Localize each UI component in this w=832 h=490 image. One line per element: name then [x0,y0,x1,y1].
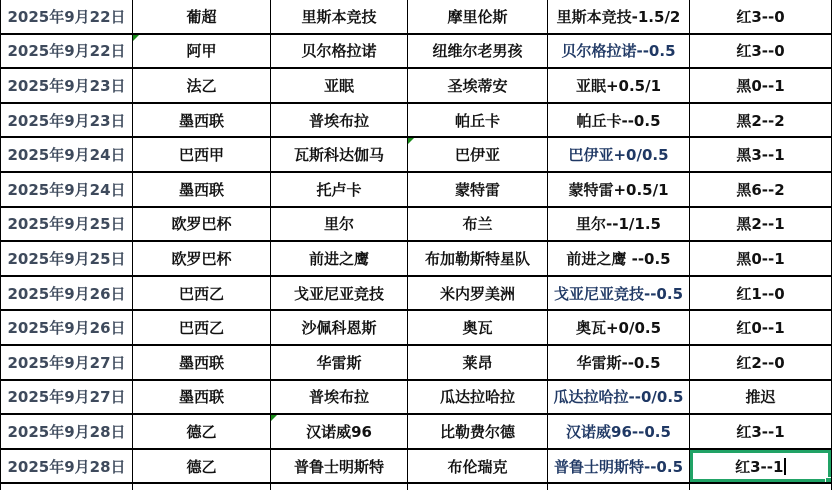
date-cell[interactable]: 2025年9月25日 [1,242,133,277]
away-team-cell[interactable]: 圣埃蒂安 [408,69,548,104]
home-team-cell[interactable]: 贝尔格拉诺 [271,35,408,70]
table-row [1,346,832,381]
table-row [1,311,832,346]
date-cell[interactable]: 2025年9月25日 [1,208,133,243]
home-team-cell[interactable]: 里斯本竞技 [271,0,408,35]
empty-cell [408,484,548,490]
cell-error-indicator-icon [408,138,414,144]
home-team-cell[interactable]: 瓦斯科达伽马 [271,138,408,173]
league-cell[interactable]: 法乙 [133,69,271,104]
handicap-cell[interactable]: 普鲁士明斯特--0.5 [548,450,690,485]
handicap-cell[interactable]: 前进之鹰 --0.5 [548,242,690,277]
empty-cell [133,484,271,490]
away-team-label: 巴伊亚 [454,146,500,165]
date-cell[interactable]: 2025年9月26日 [1,311,133,346]
result-cell[interactable]: 黑0--1 [690,69,832,104]
date-cell[interactable]: 2025年9月23日 [1,104,133,139]
away-team-cell[interactable]: 比勒费尔德 [408,415,548,450]
handicap-cell[interactable]: 里尔--1/1.5 [548,208,690,243]
handicap-cell[interactable]: 奥瓦+0/0.5 [548,311,690,346]
home-team-cell[interactable]: 普埃布拉 [271,104,408,139]
table-row [1,0,832,35]
partial-next-row [1,484,832,490]
away-team-cell[interactable] [408,138,548,173]
table-row [1,381,832,416]
result-cell[interactable]: 黑2--2 [690,104,832,139]
table-row [1,104,832,139]
home-team-cell[interactable]: 前进之鹰 [271,242,408,277]
away-team-cell[interactable]: 纽维尔老男孩 [408,35,548,70]
cell-error-indicator-icon [133,35,139,41]
table-row [1,35,832,70]
league-cell[interactable]: 德乙 [133,415,271,450]
result-cell[interactable]: 红3--0 [690,0,832,35]
handicap-cell[interactable]: 戈亚尼亚竞技--0.5 [548,277,690,312]
handicap-cell[interactable]: 汉诺威96--0.5 [548,415,690,450]
league-cell[interactable]: 墨西联 [133,381,271,416]
result-cell[interactable]: 红3--0 [690,35,832,70]
table-row [1,173,832,208]
date-cell[interactable]: 2025年9月28日 [1,415,133,450]
result-cell[interactable]: 黑3--1 [690,138,832,173]
result-cell[interactable]: 黑2--1 [690,208,832,243]
date-cell[interactable]: 2025年9月23日 [1,69,133,104]
league-cell[interactable]: 巴西乙 [133,311,271,346]
active-result-cell[interactable] [690,450,832,485]
table-row [1,208,832,243]
date-cell[interactable]: 2025年9月26日 [1,277,133,312]
result-cell[interactable]: 推迟 [690,381,832,416]
away-team-cell[interactable]: 蒙特雷 [408,173,548,208]
home-team-cell[interactable]: 普鲁士明斯特 [271,450,408,485]
result-cell[interactable]: 黑6--2 [690,173,832,208]
handicap-cell[interactable]: 贝尔格拉诺--0.5 [548,35,690,70]
away-team-cell[interactable]: 奥瓦 [408,311,548,346]
empty-cell [1,484,133,490]
table-row [1,450,832,485]
league-cell[interactable]: 巴西乙 [133,277,271,312]
handicap-cell[interactable]: 瓜达拉哈拉--0/0.5 [548,381,690,416]
home-team-cell[interactable] [271,415,408,450]
date-cell[interactable]: 2025年9月27日 [1,381,133,416]
result-cell[interactable]: 黑0--1 [690,242,832,277]
handicap-cell[interactable]: 帕丘卡--0.5 [548,104,690,139]
league-cell[interactable]: 墨西联 [133,346,271,381]
home-team-cell[interactable]: 华雷斯 [271,346,408,381]
empty-cell [690,484,832,490]
empty-cell [548,484,690,490]
table-row [1,415,832,450]
date-cell[interactable]: 2025年9月22日 [1,35,133,70]
result-cell[interactable]: 红0--1 [690,311,832,346]
fill-handle[interactable] [825,477,832,484]
date-cell[interactable]: 2025年9月27日 [1,346,133,381]
date-cell[interactable]: 2025年9月24日 [1,138,133,173]
date-cell[interactable]: 2025年9月24日 [1,173,133,208]
away-team-cell[interactable]: 帕丘卡 [408,104,548,139]
result-cell[interactable]: 红1--0 [690,277,832,312]
league-cell[interactable]: 墨西联 [133,104,271,139]
home-team-label: 汉诺威96 [306,422,372,441]
home-team-cell[interactable]: 沙佩科恩斯 [271,311,408,346]
away-team-cell[interactable]: 摩里伦斯 [408,0,548,35]
table-row [1,277,832,312]
league-cell[interactable]: 葡超 [133,0,271,35]
home-team-cell[interactable]: 普埃布拉 [271,381,408,416]
result-cell[interactable]: 红2--0 [690,346,832,381]
empty-cell [271,484,408,490]
handicap-cell[interactable]: 华雷斯--0.5 [548,346,690,381]
league-cell[interactable]: 巴西甲 [133,138,271,173]
league-cell[interactable]: 墨西联 [133,173,271,208]
league-cell[interactable]: 德乙 [133,450,271,485]
home-team-cell[interactable]: 亚眠 [271,69,408,104]
table-row [1,242,832,277]
cell-error-indicator-icon [271,415,277,421]
away-team-cell[interactable]: 米内罗美洲 [408,277,548,312]
handicap-cell[interactable]: 蒙特雷+0.5/1 [548,173,690,208]
home-team-cell[interactable]: 里尔 [271,208,408,243]
away-team-cell[interactable]: 布兰 [408,208,548,243]
handicap-cell[interactable]: 巴伊亚+0/0.5 [548,138,690,173]
away-team-cell[interactable]: 布伦瑞克 [408,450,548,485]
league-cell[interactable]: 欧罗巴杯 [133,242,271,277]
league-cell[interactable]: 欧罗巴杯 [133,208,271,243]
home-team-cell[interactable]: 托卢卡 [271,173,408,208]
away-team-cell[interactable]: 莱昂 [408,346,548,381]
home-team-cell[interactable]: 戈亚尼亚竞技 [271,277,408,312]
league-label: 阿甲 [186,42,217,61]
away-team-cell[interactable]: 瓜达拉哈拉 [408,381,548,416]
league-cell[interactable] [133,35,271,70]
handicap-cell[interactable]: 亚眠+0.5/1 [548,69,690,104]
table-row [1,69,832,104]
date-cell[interactable]: 2025年9月28日 [1,450,133,485]
away-team-cell[interactable]: 布加勒斯特星队 [408,242,548,277]
result-cell[interactable]: 红3--1 [690,415,832,450]
text-edit-cursor [784,458,786,475]
table-row [1,138,832,173]
result-label: 红3--1 [735,457,784,476]
date-cell[interactable]: 2025年9月22日 [1,0,133,35]
handicap-cell[interactable]: 里斯本竞技-1.5/2 [548,0,690,35]
